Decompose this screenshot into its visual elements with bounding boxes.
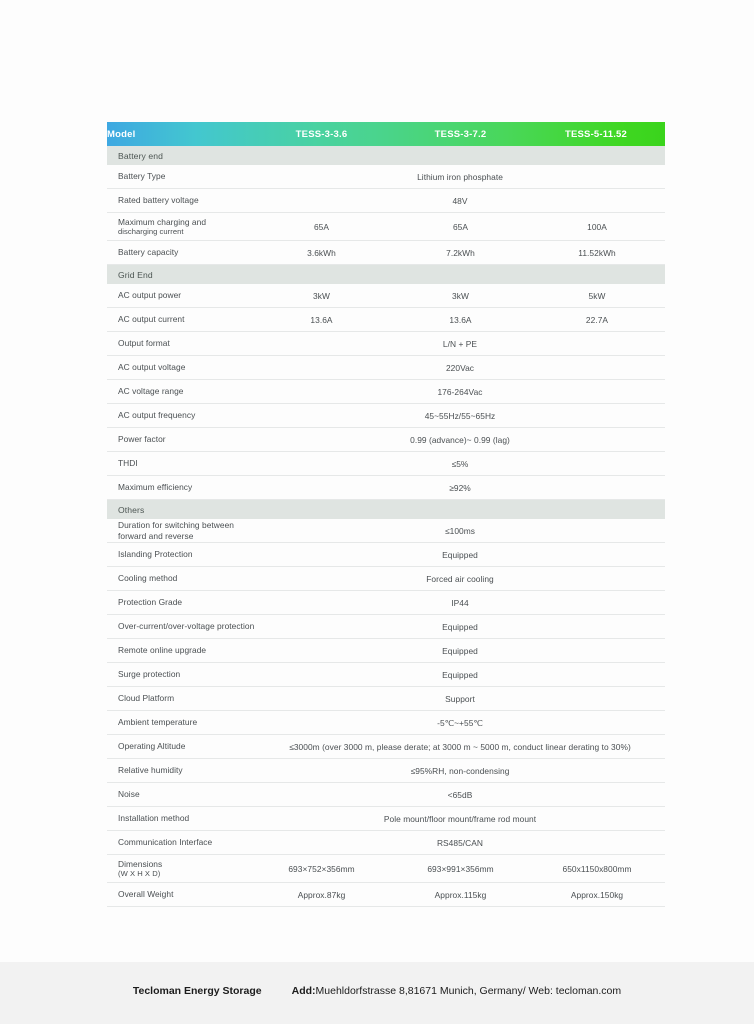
table-row [107,735,665,759]
row-value: ≤5% [255,452,665,476]
section-header-others [107,500,665,520]
row-value: 220Vac [255,356,665,380]
footer-address-value: Muehldorfstrasse 8,81671 Munich, Germany/ Web: tecloman.com [315,985,622,997]
row-label: Over-current/over-voltage protection [107,615,255,639]
table-row [107,519,665,543]
table-row [107,452,665,476]
row-value-col2: 13.6A [388,308,533,332]
section-title: Grid End [107,265,665,285]
table-row [107,284,665,308]
section-header-grid-end [107,265,665,285]
row-label-line1: Maximum charging and [118,216,207,227]
row-value: IP44 [255,591,665,615]
row-value-col1: 65A [255,213,388,241]
row-label: AC output voltage [107,356,255,380]
row-value: Pole mount/floor mount/frame rod mount [255,807,665,831]
table-row [107,189,665,213]
table-row [107,213,665,241]
row-value: RS485/CAN [255,831,665,855]
row-label: Battery capacity [107,241,255,265]
header-column-3: TESS-5-11.52 [564,128,628,140]
row-label: AC output power [107,284,255,308]
row-value-col1: Approx.87kg [255,883,388,907]
row-label-line2: discharging current [118,227,184,236]
row-value: ≥92% [255,476,665,500]
row-value: Forced air cooling [255,567,665,591]
table-row [107,165,665,189]
header-model-label: Model [107,128,136,140]
table-row [107,759,665,783]
row-label-line2: (W X H X D) [118,869,161,878]
table-row [107,543,665,567]
table-row [107,380,665,404]
table-header-row [107,122,665,146]
row-value: 48V [255,189,665,213]
row-value-col1: 3kW [255,284,388,308]
row-label: Rated battery voltage [107,189,255,213]
table-row [107,783,665,807]
header-column-1: TESS-3-3.6 [295,128,348,140]
table-row [107,711,665,735]
row-value: 0.99 (advance)~ 0.99 (lag) [255,428,665,452]
row-label: Output format [107,332,255,356]
table-row [107,476,665,500]
row-label: Noise [107,783,255,807]
table-row [107,241,665,265]
row-value-col2: 65A [388,213,533,241]
row-label: Maximum efficiency [107,476,255,500]
row-label: Cloud Platform [107,687,255,711]
table-row [107,883,665,907]
row-value: ≤95%RH, non-condensing [255,759,665,783]
row-label: Relative humidity [107,759,255,783]
row-label: Power factor [107,428,255,452]
table-row [107,591,665,615]
row-label: Protection Grade [107,591,255,615]
table-row [107,831,665,855]
row-value-col1: 693×752×356mm [255,855,388,883]
row-label: Overall Weight [107,883,255,907]
table-row [107,428,665,452]
specification-table [107,122,665,907]
row-label: Installation method [107,807,255,831]
row-label [107,213,255,241]
row-label: AC voltage range [107,380,255,404]
row-value-col1: 13.6A [255,308,388,332]
table-row [107,356,665,380]
row-value: 176-264Vac [255,380,665,404]
row-value-col2: 7.2kWh [388,241,533,265]
row-value-col2: Approx.115kg [388,883,533,907]
row-label: Communication Interface [107,831,255,855]
row-value: L/N + PE [255,332,665,356]
row-value-col3: Approx.150kg [533,883,665,907]
row-value: Equipped [255,663,665,687]
row-label: Battery Type [107,165,255,189]
table-row [107,567,665,591]
table-row [107,663,665,687]
table-row [107,404,665,428]
row-value: ≤3000m (over 3000 m, please derate; at 3000 m ~ 5000 m, conduct linear derating to 30%) [255,735,665,759]
row-label: Islanding Protection [107,543,255,567]
table-row [107,332,665,356]
section-title: Battery end [107,146,665,165]
row-label: Ambient temperature [107,711,255,735]
table-row [107,687,665,711]
row-label-line1: Dimensions [118,858,163,869]
row-value-col2: 3kW [388,284,533,308]
table-row [107,639,665,663]
row-label: Operating Altitude [107,735,255,759]
table-row [107,855,665,883]
row-value: Support [255,687,665,711]
row-label: AC output frequency [107,404,255,428]
table-row [107,308,665,332]
section-header-battery-end [107,146,665,165]
row-value-col2: 693×991×356mm [388,855,533,883]
row-value-col3: 5kW [533,284,665,308]
row-value: 45~55Hz/55~65Hz [255,404,665,428]
section-title: Others [107,500,665,520]
row-value-col3: 100A [533,213,665,241]
footer-brand: Tecloman Energy Storage [132,985,262,997]
footer [0,985,754,997]
row-value-col3: 22.7A [533,308,665,332]
row-value: ≤100ms [255,519,665,543]
row-label: Remote online upgrade [107,639,255,663]
row-label [107,855,255,883]
row-label: Surge protection [107,663,255,687]
footer-address-label: Add: [291,985,316,997]
row-value: Lithium iron phosphate [255,165,665,189]
header-column-2: TESS-3-7.2 [434,128,487,140]
table-row [107,615,665,639]
row-label: Duration for switching between forward and reverse [107,519,255,543]
row-label: Cooling method [107,567,255,591]
row-value-col3: 650x1150x800mm [533,855,665,883]
table-row [107,807,665,831]
row-value: -5℃~+55℃ [255,711,665,735]
row-value-col3: 11.52kWh [533,241,665,265]
row-value: Equipped [255,615,665,639]
row-value: Equipped [255,543,665,567]
row-value: Equipped [255,639,665,663]
row-label: THDI [107,452,255,476]
row-value: <65dB [255,783,665,807]
row-value-col1: 3.6kWh [255,241,388,265]
row-label: AC output current [107,308,255,332]
